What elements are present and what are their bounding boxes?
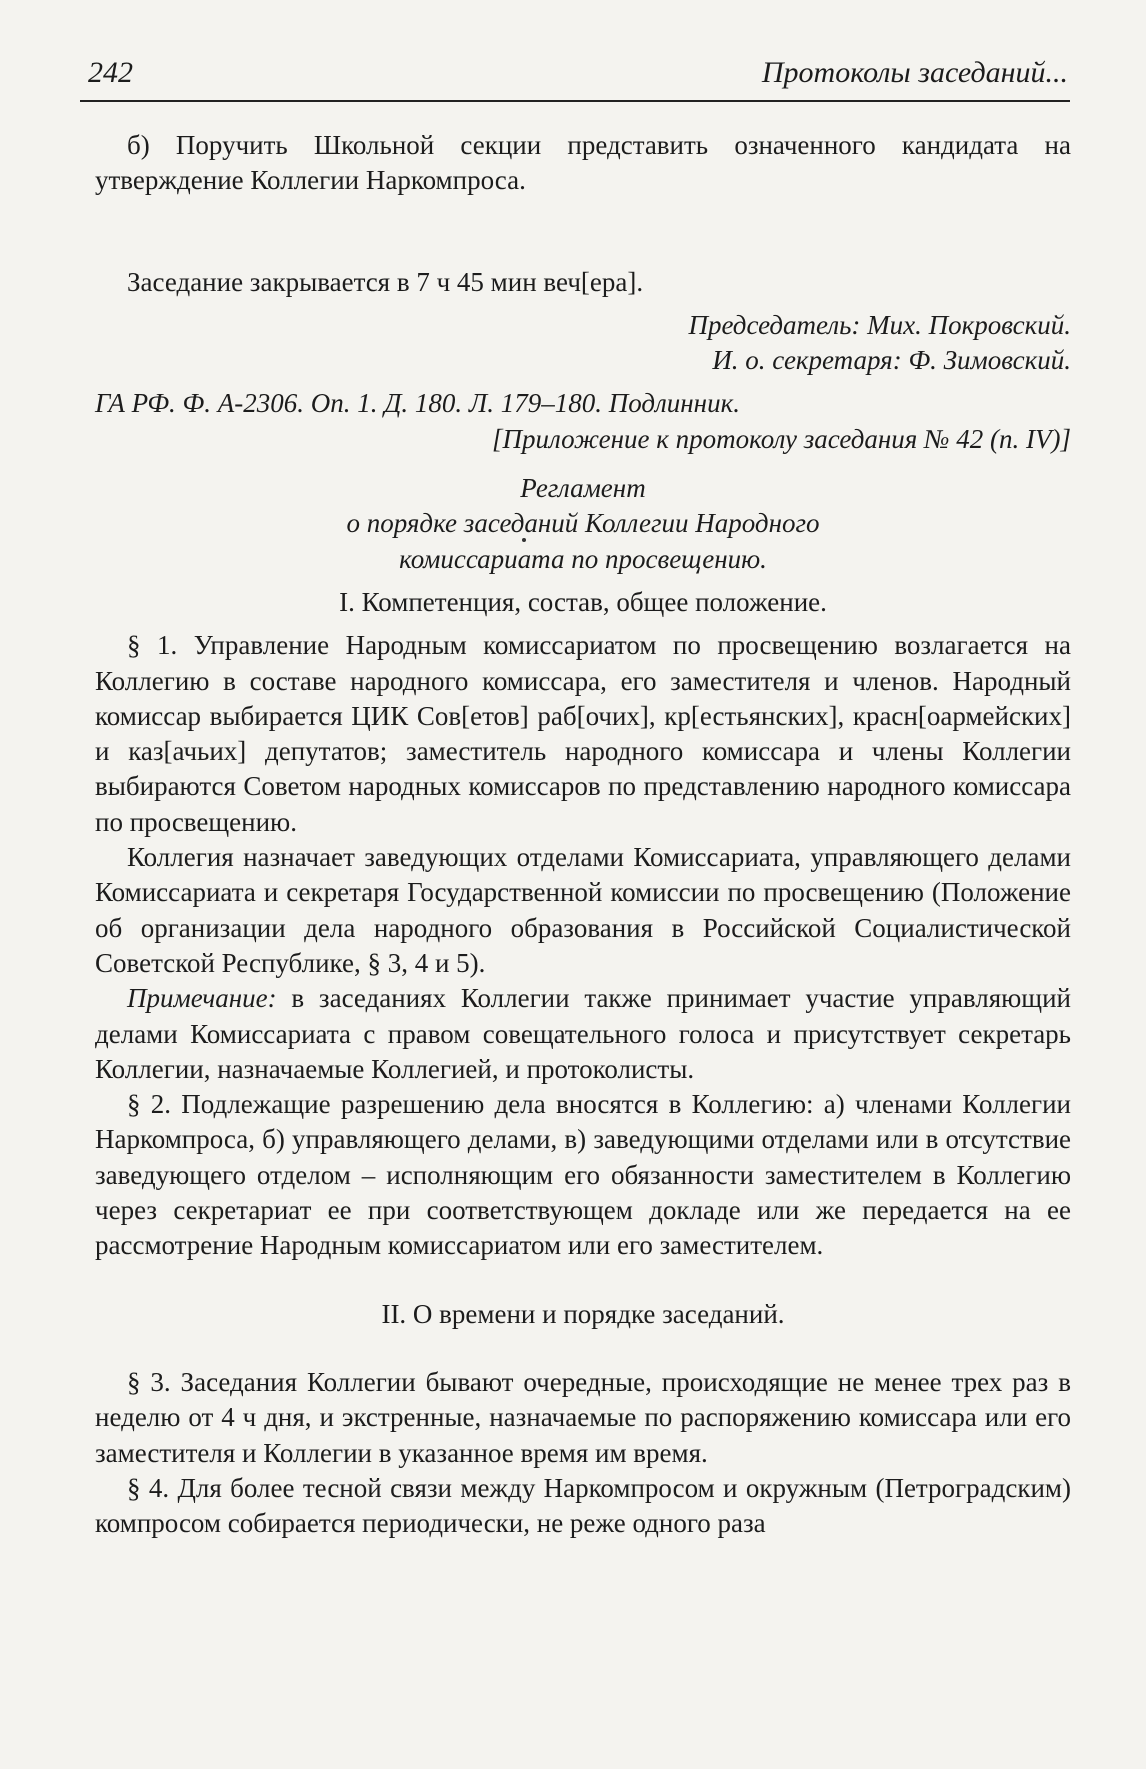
paragraph-1: § 1. Управление Народным комиссариатом по просвещению возлагается на Коллегию в составе народного комиссара, его заместителя и членов. Народный комиссар выбирается ЦИК Сов[етов] раб[очих], кр[естьянских], красн[оармейских] и каз[ачьих] депутатов; заместитель народного комиссара и члены Коллегии выбираются Советом народных комиссаров по представлению народного комиссара по просвещению. bbox=[95, 630, 1071, 837]
chairman-signature: Председатель: Мих. Покровский. bbox=[688, 309, 1071, 340]
paragraph-2: Коллегия назначает заведующих отделами Комиссариата, управляющего делами Комиссариата и секретаря Государственной комиссии по просвещению (Положение об организации дела народного образования в Российской Социалистической Советской Республике, § 3, 4 и 5). bbox=[95, 842, 1071, 978]
closing-line: Заседание закрывается в 7 ч 45 мин веч[ера]. bbox=[127, 266, 644, 297]
document-title-line-1: Регламент bbox=[520, 473, 646, 504]
archive-reference: ГА РФ. Ф. А-2306. Оп. 1. Д. 180. Л. 179–180. Подлинник. bbox=[95, 388, 740, 419]
document-title-line-2: о порядке заседаний Коллегии Народного bbox=[346, 508, 820, 539]
secretary-signature: И. о. секретаря: Ф. Зимовский. bbox=[712, 345, 1071, 376]
document-title-line-3: комиссариата по просвещению. bbox=[399, 543, 767, 574]
note-label: Примечание: bbox=[127, 983, 277, 1014]
section-heading-1: I. Компетенция, состав, общее положение. bbox=[339, 586, 827, 617]
item-b: б) Поручить Школьной секции представить означенного кандидата на утверждение Коллегии Наркомпроса. bbox=[95, 130, 1071, 196]
appendix-reference: [Приложение к протоколу заседания № 42 (п. IV)] bbox=[491, 423, 1071, 454]
paragraph-5: § 4. Для более тесной связи между Наркомпросом и окружным (Петроградским) компросом собирается периодически, не реже одного раза bbox=[95, 1472, 1071, 1539]
section-heading-2: II. О времени и порядке заседаний. bbox=[381, 1298, 785, 1329]
paragraph-4: § 3. Заседания Коллегии бывают очередные, происходящие не менее трех раз в неделю от 4 ч дня, и экстренные, назначаемые по распоряжению комиссара или его заместителя и Коллегии в указанное время им время. bbox=[95, 1366, 1071, 1468]
page-header bbox=[80, 48, 1070, 102]
note-text: в заседаниях Коллегии также принимает участие управляющий делами Комиссариата с правом совещательного голоса и присутствует секретарь Коллегии, назначаемые Коллегией, и протоколисты. bbox=[95, 983, 1071, 1084]
running-title: Протоколы заседаний... bbox=[761, 56, 1068, 89]
paragraph-3: § 2. Подлежащие разрешению дела вносятся в Коллегию: а) членами Коллегии Наркомпроса, б) управляющего делами, в) заведующими отделами или в отсутствие заведующего отделом – исполняющим его обязанности заместителем в Коллегию через секретариат ее при соответствующем докладе или же передается на ее рассмотрение Народным комиссариатом или его заместителем. bbox=[95, 1089, 1071, 1261]
page-number: 242 bbox=[88, 56, 133, 89]
page-body bbox=[95, 128, 1071, 1541]
note-paragraph bbox=[95, 981, 1071, 1087]
